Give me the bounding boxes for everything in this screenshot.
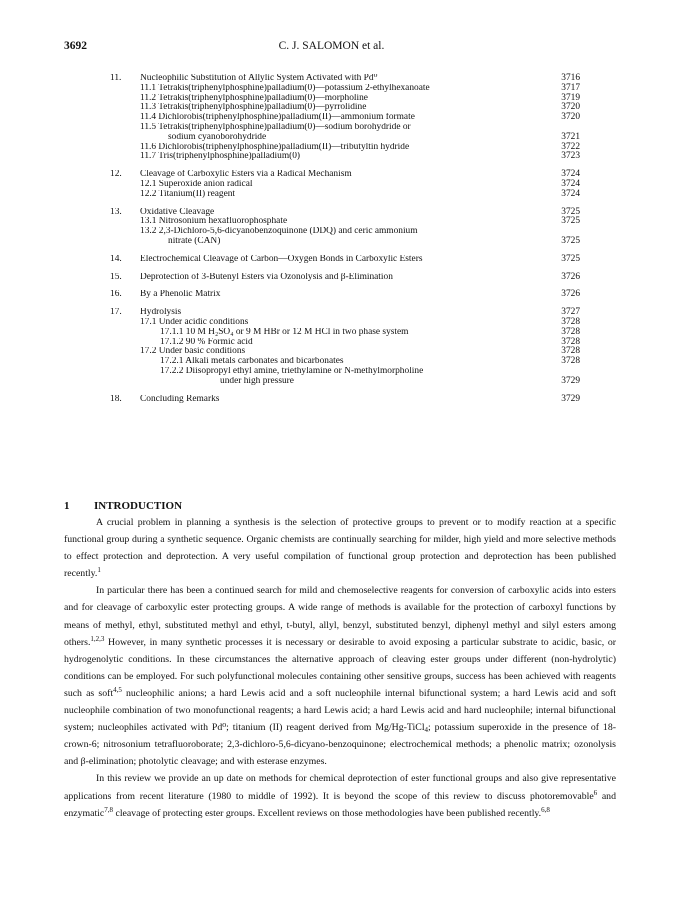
- toc-entry-number: 18.: [110, 394, 122, 404]
- toc-entry: [110, 170, 580, 180]
- toc-page-number: 3725: [561, 235, 580, 246]
- toc-section: [110, 208, 580, 247]
- toc-entry-number: 16.: [110, 290, 122, 300]
- toc-subentry: [110, 152, 580, 162]
- toc-page-number: 3717: [561, 82, 580, 93]
- toc-subentry-title: under high pressure: [220, 376, 294, 386]
- table-of-contents: [110, 74, 580, 404]
- page-header: [64, 40, 599, 56]
- toc-subentry-title: sodium cyanoborohydride: [168, 132, 267, 142]
- toc-subentry: [110, 347, 580, 357]
- toc-page-number: 3719: [561, 92, 580, 103]
- toc-page-number: 3729: [561, 393, 580, 404]
- toc-entry-title: 13. Oxidative Cleavage: [110, 207, 215, 217]
- toc-page-number: 3722: [561, 141, 580, 152]
- toc-subentry-title: 11.2 Tetrakis(triphenylphosphine)palladium(0)—morpholine: [140, 93, 368, 103]
- toc-subentry-title: 13.1 Nitrosonium hexafluorophosphate: [140, 217, 288, 227]
- toc-page-number: 3725: [561, 253, 580, 264]
- toc-page-number: 3720: [561, 102, 580, 113]
- paragraph: In this review we provide an up date on methods for chemical deprotection of ester functional groups and also give representative applications from recent literature (1980 to middle of 1992). It is beyond the scope of this review to discuss photoremovable$^6$ and enzymatic$^{7,8}$ cleavage of protecting ester groups. Excellent reviews on those methodologies have been published recently.$^{6,8}$: [64, 773, 616, 819]
- section-heading: [64, 500, 182, 512]
- toc-entry-title: 11. Nucleophilic Substitution of Allylic System Activated with Pd⁰: [110, 74, 378, 83]
- toc-section: [110, 74, 580, 162]
- toc-page-number: 3726: [561, 289, 580, 300]
- toc-subentry: [110, 84, 580, 94]
- toc-subentry: [110, 357, 580, 367]
- subscript: 4: [424, 726, 429, 735]
- toc-page-number: 3726: [561, 271, 580, 282]
- toc-subentry-title: 13.2 2,3-Dichloro-5,6-dicyanobenzoquinone (DDQ) and ceric ammonium: [140, 227, 418, 237]
- toc-entry: [110, 290, 580, 300]
- citation-superscript: 6: [593, 788, 598, 797]
- toc-page-number: 3724: [561, 169, 580, 180]
- section-title: INTRODUCTION: [94, 500, 183, 512]
- toc-subentry-title: 17.2.2 Diisopropyl ethyl amine, triethylamine or N-methylmorpholine: [160, 366, 424, 376]
- toc-subentry: [110, 180, 580, 190]
- toc-entry-number: 14.: [110, 254, 122, 264]
- toc-section: [110, 170, 580, 199]
- page-number: 3692: [64, 40, 87, 52]
- toc-subentry-title: nitrate (CAN): [168, 236, 221, 246]
- citation-superscript: 7,8: [104, 805, 114, 814]
- toc-subentry: [110, 328, 580, 338]
- toc-subentry: [110, 377, 580, 387]
- toc-page-number: 3728: [561, 316, 580, 327]
- introduction-body: [64, 514, 616, 822]
- citation-superscript: 6,8: [541, 805, 550, 814]
- toc-subentry-title: 12.1 Superoxide anion radical: [140, 179, 253, 189]
- toc-subentry-title: 11.7 Tris(triphenylphosphine)palladium(0): [140, 152, 301, 162]
- toc-page-number: 3724: [561, 178, 580, 189]
- citation-superscript: 4,5: [113, 685, 122, 694]
- paragraph: A crucial problem in planning a synthesis is the selection of protective groups to prevent or to modify reaction at a specific functional group during a synthetic sequence. Organic chemists are continually searching for milder, high yield and more selective methods to effect protection and deprotection. A very useful compilation of functional group protection and deprotection has been published recently.$^1$: [64, 517, 616, 580]
- toc-page-number: 3723: [561, 151, 580, 162]
- toc-entry: [110, 74, 580, 84]
- toc-entry-number: 13.: [110, 207, 122, 217]
- toc-page-number: 3720: [561, 112, 580, 123]
- toc-section: [110, 308, 580, 386]
- toc-subentry-title: 11.4 Dichlorobis(triphenylphosphine)palladium(II)—ammonium formate: [140, 113, 415, 123]
- paragraph: In particular there has been a continued search for mild and chemoselective reagents for conversion of carboxylic acids into esters and for cleavage of carboxylic ester protecting groups. A wide range of methods is available for the protection of carboxyl functions by means of methyl, ethyl, substituted methyl and ethyl, t-butyl, allyl, benzyl, substituted benzyl, diphenyl methyl and silyl esters among others.$^{1,2,3}$ However, in many synthetic processes it is necessary or desirable to avoid exposing a particular substrate to acidic, basic, or hydrogenolytic conditions. In these circumstances the alternative approach of cleaving ester groups under different (non-hydrolytic) conditions can be employed. For such polyfunctional molecules containing other sensitive groups, success has been achieved with reagents such as soft$^{4,5}$ nucleophilic anions; a hard Lewis acid and a soft nucleophile internal bifunctional system; a hard Lewis acid and soft nucleophile combination of two monofunctional reagents; a hard Lewis acid; a hard Lewis acid and hard nucleophile; internal bifunctional system; nucleophiles activated with Pd⁰; titanium (II) reagent derived from Mg/Hg-TiCl$_4$; potassium superoxide in the presence of 18-crown-6; nitrosonium tetrafluoroborate; 2,3-dichloro-5,6-dicyano-benzoquinone; electrochemical methods; a phenolic matrix; ozonolysis and β-elimination; photolytic cleavage; and with esterase enzymes.: [64, 585, 616, 768]
- toc-entry: [110, 308, 580, 318]
- toc-subentry-title: 17.1.1 10 M H₂SO₄ or 9 M HBr or 12 M HCl in two phase system: [160, 327, 409, 337]
- toc-page-number: 3725: [561, 216, 580, 227]
- toc-entry: [110, 273, 580, 283]
- toc-entry-number: 11.: [110, 74, 122, 83]
- toc-section: [110, 395, 580, 405]
- toc-subentry-title: 11.1 Tetrakis(triphenylphosphine)palladium(0)—potassium 2-ethylhexanoate: [140, 83, 430, 93]
- toc-subentry-title: 17.2.1 Alkali metals carbonates and bicarbonates: [160, 357, 344, 367]
- toc-subentry-title: 11.5 Tetrakis(triphenylphosphine)palladium(0)—sodium borohydride or: [140, 122, 411, 132]
- toc-page-number: 3728: [561, 326, 580, 337]
- toc-entry-number: 15.: [110, 272, 122, 282]
- toc-subentry: [110, 103, 580, 113]
- toc-subentry: [110, 143, 580, 153]
- toc-subentry: [110, 133, 580, 143]
- toc-entry: [110, 208, 580, 218]
- toc-page-number: 3728: [561, 336, 580, 347]
- toc-section: [110, 255, 580, 265]
- toc-subentry-title: 17.1 Under acidic conditions: [140, 317, 249, 327]
- toc-page-number: 3729: [561, 375, 580, 386]
- toc-subentry: [110, 367, 580, 377]
- toc-page-number: 3725: [561, 206, 580, 217]
- toc-page-number: 3721: [561, 131, 580, 142]
- section-number: 1: [64, 500, 70, 512]
- toc-subentry-title: 11.3 Tetrakis(triphenylphosphine)palladium(0)—pyrrolidine: [140, 103, 367, 113]
- toc-entry: [110, 255, 580, 265]
- citation-superscript: 1,2,3: [90, 634, 105, 643]
- toc-entry: [110, 395, 580, 405]
- toc-section: [110, 273, 580, 283]
- citation-superscript: 1: [97, 566, 101, 575]
- toc-subentry: [110, 123, 580, 133]
- toc-subentry: [110, 94, 580, 104]
- toc-subentry-title: 11.6 Dichlorobis(triphenylphosphine)palladium(II)—tributyltin hydride: [140, 142, 410, 152]
- toc-subentry: [110, 237, 580, 247]
- toc-subentry: [110, 217, 580, 227]
- toc-entry-number: 12.: [110, 170, 122, 180]
- toc-page-number: 3727: [561, 307, 580, 318]
- toc-subentry-title: 17.1.2 90 % Formic acid: [160, 337, 253, 347]
- toc-page-number: 3728: [561, 356, 580, 367]
- toc-subentry-title: 17.2 Under basic conditions: [140, 347, 246, 357]
- toc-page-number: 3728: [561, 346, 580, 357]
- toc-entry-title: 14. Electrochemical Cleavage of Carbon—Oxygen Bonds in Carboxylic Esters: [110, 254, 423, 264]
- toc-subentry: [110, 227, 580, 237]
- toc-subentry: [110, 318, 580, 328]
- toc-entry-title: 16. By a Phenolic Matrix: [110, 290, 221, 300]
- toc-subentry: [110, 338, 580, 348]
- toc-subentry-title: 12.2 Titanium(II) reagent: [140, 189, 236, 199]
- toc-entry-number: 17.: [110, 308, 122, 318]
- toc-page-number: 3724: [561, 188, 580, 199]
- toc-entry-title: 17. Hydrolysis: [110, 308, 182, 318]
- toc-section: [110, 290, 580, 300]
- toc-subentry: [110, 190, 580, 200]
- toc-entry-title: 18. Concluding Remarks: [110, 394, 220, 404]
- running-head: C. J. SALOMON et al.: [278, 40, 385, 52]
- toc-entry-title: 12. Cleavage of Carboxylic Esters via a Radical Mechanism: [110, 170, 352, 180]
- toc-subentry: [110, 113, 580, 123]
- toc-page-number: 3716: [561, 73, 580, 83]
- toc-entry-title: 15. Deprotection of 3-Butenyl Esters via Ozonolysis and β-Elimination: [110, 272, 393, 282]
